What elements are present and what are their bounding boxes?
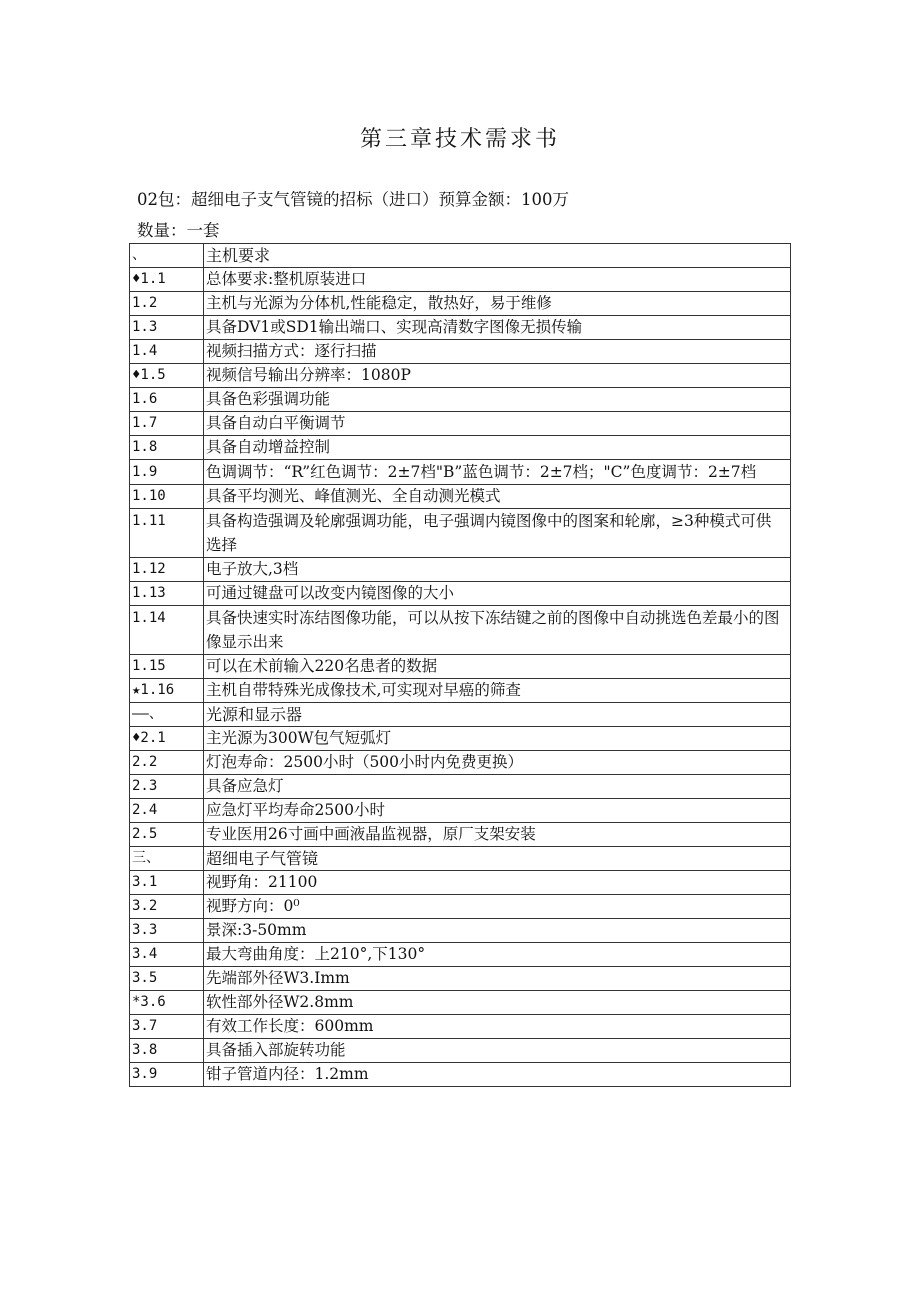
table-row bbox=[130, 751, 791, 775]
item-requirement: 有效工作长度：600mm bbox=[204, 1015, 791, 1039]
item-number: 1.14 bbox=[130, 606, 204, 655]
item-requirement: 专业医用26寸画中画液晶监视器，原厂支架安装 bbox=[204, 823, 791, 847]
item-number: 3.3 bbox=[130, 919, 204, 943]
spec-table-body bbox=[130, 244, 791, 1087]
item-requirement: 应急灯平均寿命2500小时 bbox=[204, 799, 791, 823]
item-number: 3.5 bbox=[130, 967, 204, 991]
table-row bbox=[130, 655, 791, 679]
table-row bbox=[130, 509, 791, 558]
budget-line: 02包：超细电子支气管镜的招标（进口）预算金额：100万 bbox=[137, 190, 569, 209]
item-number: 3.8 bbox=[130, 1039, 204, 1063]
item-requirement: 具备插入部旋转功能 bbox=[204, 1039, 791, 1063]
table-row bbox=[130, 412, 791, 436]
item-requirement: 视频扫描方式：逐行扫描 bbox=[204, 340, 791, 364]
table-row bbox=[130, 1063, 791, 1087]
item-number: 1.9 bbox=[130, 460, 204, 485]
item-requirement: 景深:3-50mm bbox=[204, 919, 791, 943]
item-number: 2.5 bbox=[130, 823, 204, 847]
item-number: 1.8 bbox=[130, 436, 204, 460]
item-requirement: 具备构造强调及轮廓强调功能，电子强调内镜图像中的图案和轮廓，≥3种模式可供选择 bbox=[204, 509, 791, 558]
item-requirement: 钳子管道内径：1.2mm bbox=[204, 1063, 791, 1087]
item-requirement: 总体要求:整机原装进口 bbox=[204, 268, 791, 292]
item-number: 三、 bbox=[130, 847, 204, 871]
item-number: 1.4 bbox=[130, 340, 204, 364]
item-number: 1.15 bbox=[130, 655, 204, 679]
item-number: 3.2 bbox=[130, 895, 204, 919]
table-row bbox=[130, 775, 791, 799]
item-number: 2.4 bbox=[130, 799, 204, 823]
section-header-row bbox=[130, 244, 791, 268]
section-header-row bbox=[130, 847, 791, 871]
spec-table bbox=[129, 243, 791, 1087]
item-number: ★1.16 bbox=[130, 679, 204, 703]
item-number: *3.6 bbox=[130, 991, 204, 1015]
item-requirement: 可以在术前输入220名患者的数据 bbox=[204, 655, 791, 679]
item-requirement: 最大弯曲角度：上210°,下130° bbox=[204, 943, 791, 967]
table-row bbox=[130, 558, 791, 582]
item-requirement: 视频信号输出分辨率：1080P bbox=[204, 364, 791, 388]
item-requirement: 主光源为300W包气短弧灯 bbox=[204, 727, 791, 751]
item-requirement: 主机与光源为分体机,性能稳定，散热好，易于维修 bbox=[204, 292, 791, 316]
table-row bbox=[130, 1015, 791, 1039]
table-row bbox=[130, 340, 791, 364]
table-row bbox=[130, 919, 791, 943]
section-title: 主机要求 bbox=[204, 244, 791, 268]
item-number: 3.4 bbox=[130, 943, 204, 967]
section-title: 超细电子气管镜 bbox=[204, 847, 791, 871]
table-row bbox=[130, 895, 791, 919]
table-row bbox=[130, 943, 791, 967]
table-row bbox=[130, 460, 791, 485]
item-number: 1.11 bbox=[130, 509, 204, 558]
item-requirement: 视野方向：0⁰ bbox=[204, 895, 791, 919]
item-requirement: 灯泡寿命：2500小时（500小时内免费更换） bbox=[204, 751, 791, 775]
item-requirement: 具备DV1或SD1输出端口、实现高清数字图像无损传输 bbox=[204, 316, 791, 340]
item-number: 1.12 bbox=[130, 558, 204, 582]
table-row bbox=[130, 388, 791, 412]
table-row bbox=[130, 727, 791, 751]
table-row bbox=[130, 606, 791, 655]
table-row bbox=[130, 679, 791, 703]
item-number: 1.7 bbox=[130, 412, 204, 436]
table-row bbox=[130, 582, 791, 606]
document-title: 第三章技术需求书 bbox=[359, 127, 560, 152]
item-requirement: 可通过键盘可以改变内镜图像的大小 bbox=[204, 582, 791, 606]
item-number: 1.13 bbox=[130, 582, 204, 606]
item-requirement: 主机自带特殊光成像技术,可实现对早癌的筛查 bbox=[204, 679, 791, 703]
item-requirement: 具备自动白平衡调节 bbox=[204, 412, 791, 436]
item-number: 1.6 bbox=[130, 388, 204, 412]
item-number: ♦2.1 bbox=[130, 727, 204, 751]
item-requirement: 具备平均测光、峰值测光、全自动测光模式 bbox=[204, 485, 791, 509]
table-row bbox=[130, 316, 791, 340]
table-row bbox=[130, 823, 791, 847]
item-number: 1.3 bbox=[130, 316, 204, 340]
item-number: 、 bbox=[130, 244, 204, 268]
item-requirement: 具备色彩强调功能 bbox=[204, 388, 791, 412]
item-requirement: 色调调节：“R”红色调节：2±7档"B”蓝色调节：2±7档；"C”色度调节：2±7档 bbox=[204, 460, 791, 485]
item-requirement: 先端部外径W3.Imm bbox=[204, 967, 791, 991]
table-row bbox=[130, 1039, 791, 1063]
table-row bbox=[130, 871, 791, 895]
item-number: ——、 bbox=[130, 703, 204, 727]
item-number: 3.7 bbox=[130, 1015, 204, 1039]
item-requirement: 视野角：21100 bbox=[204, 871, 791, 895]
quantity-line: 数量：一套 bbox=[137, 221, 220, 240]
section-header-row bbox=[130, 703, 791, 727]
table-row bbox=[130, 485, 791, 509]
item-requirement: 电子放大,3档 bbox=[204, 558, 791, 582]
section-title: 光源和显示器 bbox=[204, 703, 791, 727]
item-number: ♦1.5 bbox=[130, 364, 204, 388]
table-row bbox=[130, 436, 791, 460]
item-requirement: 具备自动增益控制 bbox=[204, 436, 791, 460]
table-row bbox=[130, 991, 791, 1015]
item-number: 1.10 bbox=[130, 485, 204, 509]
item-requirement: 具备应急灯 bbox=[204, 775, 791, 799]
table-row bbox=[130, 364, 791, 388]
item-number: 2.3 bbox=[130, 775, 204, 799]
item-number: 2.2 bbox=[130, 751, 204, 775]
item-number: 3.1 bbox=[130, 871, 204, 895]
table-row bbox=[130, 268, 791, 292]
table-row bbox=[130, 967, 791, 991]
item-number: 3.9 bbox=[130, 1063, 204, 1087]
item-number: 1.2 bbox=[130, 292, 204, 316]
item-number: ♦1.1 bbox=[130, 268, 204, 292]
item-requirement: 具备快速实时冻结图像功能，可以从按下冻结键之前的图像中自动挑选色差最小的图像显示出来 bbox=[204, 606, 791, 655]
item-requirement: 软性部外径W2.8mm bbox=[204, 991, 791, 1015]
table-row bbox=[130, 292, 791, 316]
table-row bbox=[130, 799, 791, 823]
